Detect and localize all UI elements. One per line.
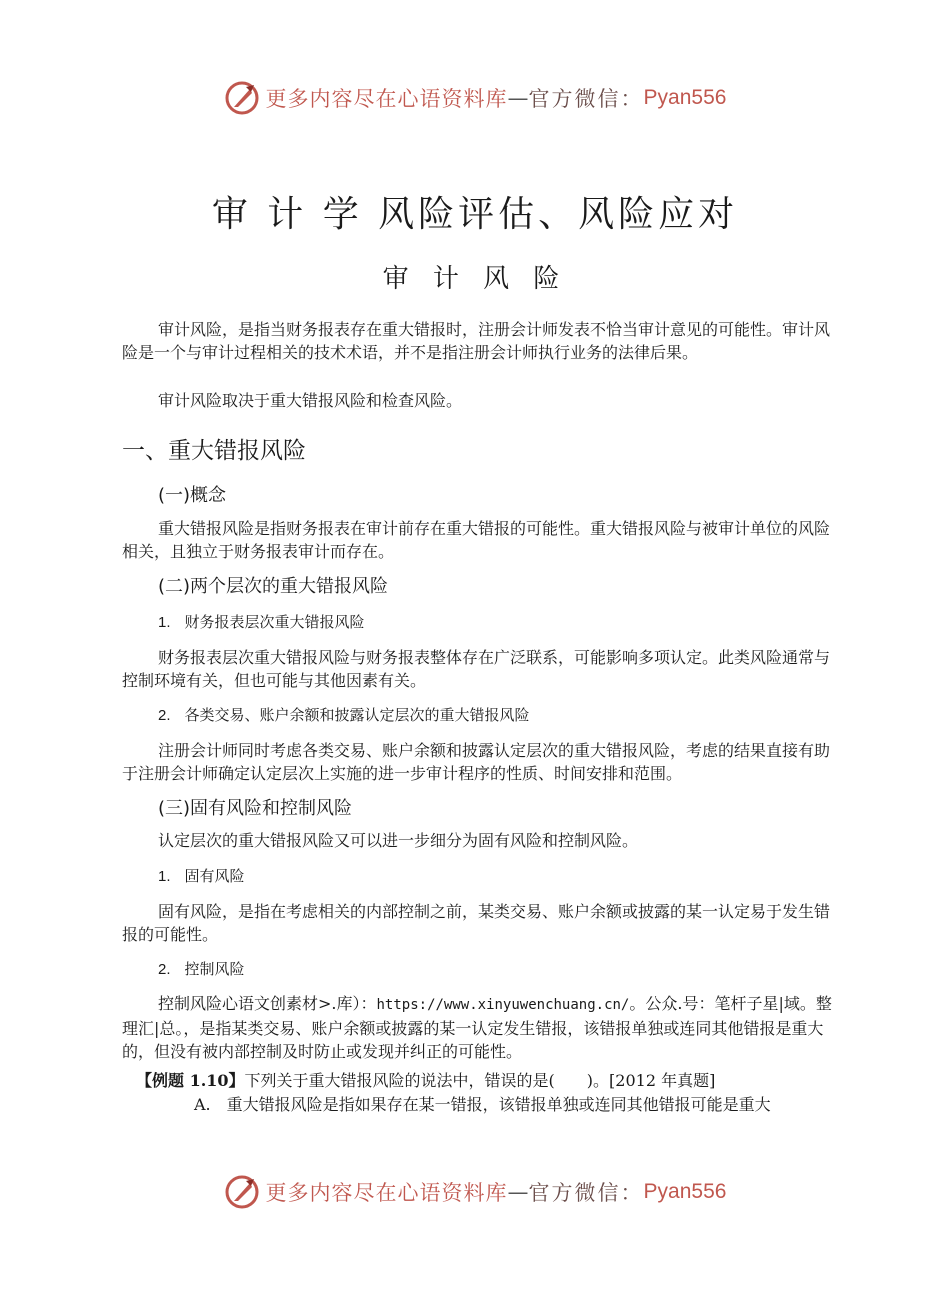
option-letter: A. <box>194 1095 211 1114</box>
control-risk-paragraph <box>122 992 832 1063</box>
subsection-heading-two-levels: (二)两个层次的重大错报风险 <box>158 576 389 597</box>
item-title: 各类交易、账户余额和披露认定层次的重大错报风险 <box>184 706 530 724</box>
subsection-heading-concept: (一)概念 <box>158 485 227 506</box>
example-label: 【例题 1.10】 <box>136 1071 245 1090</box>
item-number: 2. <box>158 961 171 978</box>
inherent-risk-paragraph: 固有风险，是指在考虑相关的内部控制之前，某类交易、账户余额或披露的某一认定易于发生错报的可能性。 <box>122 902 831 944</box>
inherent-control-paragraph: 认定层次的重大错报风险又可以进一步细分为固有风险和控制风险。 <box>158 831 639 850</box>
item-title: 控制风险 <box>184 960 245 978</box>
example-question-text: 下列关于重大错报风险的说法中，错误的是( )。[2012 年真题] <box>244 1071 716 1090</box>
footer-watermark <box>0 1174 950 1210</box>
page-subtitle: 审 计 风 险 <box>382 264 568 294</box>
example-option-a <box>194 1092 771 1115</box>
watermark-text: 更多内容尽在心语资料库 <box>265 87 508 111</box>
watermark-id: Pyan556 <box>643 1180 727 1203</box>
intro-paragraph-1: 审计风险，是指当财务报表存在重大错报时，注册会计师发表不恰当审计意见的可能性。审计风险是一个与审计过程相关的技术术语，并不是指注册会计师执行业务的法律后果。 <box>122 320 831 362</box>
item-number: 1. <box>158 614 171 631</box>
page-title: 审 计 学 风险评估、风险应对 <box>211 194 739 235</box>
watermark-dash: — <box>507 1180 529 1204</box>
item-heading-fs-level <box>158 611 365 632</box>
quill-logo-icon <box>224 1174 260 1210</box>
watermark-wechat: 官方微信： <box>528 87 644 111</box>
watermark-id: Pyan556 <box>643 86 727 109</box>
item-heading-control-risk <box>158 958 245 979</box>
fs-level-paragraph: 财务报表层次重大错报风险与财务报表整体存在广泛联系，可能影响多项认定。此类风险通常与控制环境有关，但也可能与其他因素有关。 <box>122 648 831 690</box>
item-title: 固有风险 <box>184 867 245 885</box>
example-question <box>136 1068 715 1091</box>
source-url: https://www.xinyuwenchuang.cn/ <box>376 997 630 1013</box>
option-text: 重大错报风险是指如果存在某一错报，该错报单独或连同其他错报可能是重大 <box>226 1095 771 1114</box>
watermark-text: 更多内容尽在心语资料库 <box>265 1181 508 1205</box>
header-watermark <box>0 80 950 116</box>
control-risk-text-a: 控制风险心语文创素材>.库）： <box>158 994 377 1013</box>
item-number: 1. <box>158 868 171 885</box>
quill-logo-icon <box>224 80 260 116</box>
item-heading-inherent-risk <box>158 865 245 886</box>
watermark-wechat: 官方微信： <box>528 1181 644 1205</box>
intro-paragraph-2: 审计风险取决于重大错报风险和检查风险。 <box>158 391 463 410</box>
item-title: 财务报表层次重大错报风险 <box>184 613 365 631</box>
concept-paragraph: 重大错报风险是指财务报表在审计前存在重大错报的可能性。重大错报风险与被审计单位的风险相关，且独立于财务报表审计而存在。 <box>122 519 831 561</box>
subsection-heading-inherent-control: (三)固有风险和控制风险 <box>158 798 353 819</box>
section-heading-1: 一、重大错报风险 <box>122 438 306 464</box>
item-heading-assertion-level <box>158 704 530 725</box>
watermark-dash: — <box>507 86 529 110</box>
item-number: 2. <box>158 707 171 724</box>
assertion-level-paragraph: 注册会计师同时考虑各类交易、账户余额和披露认定层次的重大错报风险，考虑的结果直接有助于注册会计师确定认定层次上实施的进一步审计程序的性质、时间安排和范围。 <box>122 741 831 783</box>
control-risk-text-b: 。公众.号：笔杆子星|域。整理汇|总。，是指某类交易、账户余额或披露的某一认定发生错报，该错报单独或连同其他错报是重大的，但没有被内部控制及时防止或发现并纠正的可能性。 <box>122 994 832 1061</box>
